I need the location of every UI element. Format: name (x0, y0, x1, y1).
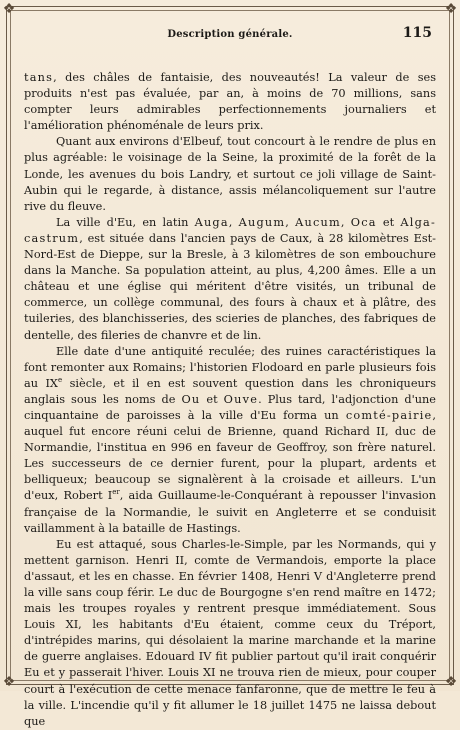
text-run: , auquel fut encore réuni celui de Brienne, quand Richard II, duc de Normandie, l'institua en 996 en faveur de Geoffroy, son frère naturel. Les successeurs de ce dernier furent, pour la plupart, ardents et belliqueux; beaucoup se signalèrent à la croisade et ailleurs. L'un d'eux, Robert I (24, 408, 436, 503)
corner-ornament-icon: ❖ (444, 674, 458, 690)
page-number: 115 (402, 25, 432, 41)
corner-ornament-icon: ❖ (2, 674, 16, 690)
text-run: Quant aux environs d'Elbeuf, tout concourt à le rendre de plus en plus agréable: le voisinage de la Seine, la proximité de la forêt de la Londe, les avenues du bois Landry, et surtout ce joli village de Saint-Aubin qui le regarde, à distance, assis mélancoliquement sur l'autre rive du fleuve. (24, 135, 436, 213)
paragraph (24, 134, 436, 214)
text-run: La ville d'Eu, en latin (56, 215, 195, 229)
letterspaced-term: Ou (181, 392, 201, 406)
corner-ornament-icon: ❖ (2, 1, 16, 17)
letterspaced-term: Augum (238, 215, 286, 229)
superscript: er (112, 488, 120, 497)
letterspaced-term: Ouve (223, 392, 259, 406)
letterspaced-term: Auga (194, 215, 229, 229)
text-run: Eu est attaqué, sous Charles-le-Simple, par les Normands, qui y mettent garnison. Henri II, comte de Vermandois, emporte la place d'assaut, et les en chasse. En février 1408, Henri V d'Angleterre prend la ville sans coup férir. Le duc de Bourgogne s'en rend maître en 1472; mais les troupes royales y rentrent presque immédiatement. Sous Louis XI, les habitants d'Eu étaient, comme ceux du Tréport, d'intrépides marins, qui désolaient la marine marchande et la marine de guerre anglaises. Edouard IV fit publier partout qu'il irait conquérir Eu et y passerait l'hiver. Louis XI ne trouva rien de mieux, pour couper court à l'exécution de cette menace fanfaronne, que de mettre le feu à la ville. L'incendie qu'il y fit allumer le 18 juillet 1475 ne laissa debout que (24, 537, 436, 728)
text-run: siècle, et il en est souvent question dans les chroniqueurs anglais sous les noms de (24, 376, 436, 406)
paragraph (24, 215, 436, 344)
page-header (24, 25, 436, 47)
letterspaced-term: Aucum (295, 215, 341, 229)
letterspaced-term: comté-pairie (345, 408, 433, 422)
paragraph (24, 344, 436, 537)
running-head: Description générale. (167, 29, 293, 40)
paragraph (24, 70, 436, 134)
letterspaced-term: tans (24, 71, 54, 84)
superscript: e (57, 376, 63, 385)
letterspaced-term: Alga-castrum (24, 215, 436, 245)
text-run: , aida Guillaume-le-Conquérant à repousser l'invasion française de la Normandie, le suivit en Angleterre et se conduisit vaillamment à la bataille de Hastings. (24, 489, 436, 535)
paragraph (24, 537, 436, 730)
text-run: , des châles de fantaisie, des nouveautés! La valeur de ses produits n'est pas évaluée, par an, à moins de 70 millions, sans compter leurs admirables perfectionnements journaliers et l'amélioration phénoménale de leurs prix. (24, 71, 436, 133)
text-run: , (228, 215, 239, 229)
text-run: . Plus tard, l'adjonction d'une cinquantaine de paroisses à la ville d'Eu forma un (24, 392, 436, 422)
body-text (24, 70, 436, 730)
text-run: , (285, 215, 296, 229)
text-run: et (376, 215, 401, 229)
text-run: et (200, 392, 224, 406)
text-run: , (340, 215, 351, 229)
letterspaced-term: Oca (350, 215, 377, 229)
text-run: , est située dans l'ancien pays de Caux, à 28 kilomètres Est-Nord-Est de Dieppe, sur la Bresle, à 3 kilomètres de son embouchure dans la Manche. Sa population atteint, au plus, 4,200 âmes. Elle a un château et une église qui méritent d'être visités, un tribunal de commerce, un collège communal, des fours à chaux et à plâtre, des tuileries, des blanchisseries, des scieries de planches, des fabriques de dentelle, des fileries de chanvre et de lin. (24, 231, 436, 342)
corner-ornament-icon: ❖ (444, 1, 458, 17)
text-run: Elle date d'une antiquité reculée; des ruines caractéristiques la font remonter aux Romains; l'historien Flodoard en parle plusieurs fois au IX (24, 344, 436, 390)
